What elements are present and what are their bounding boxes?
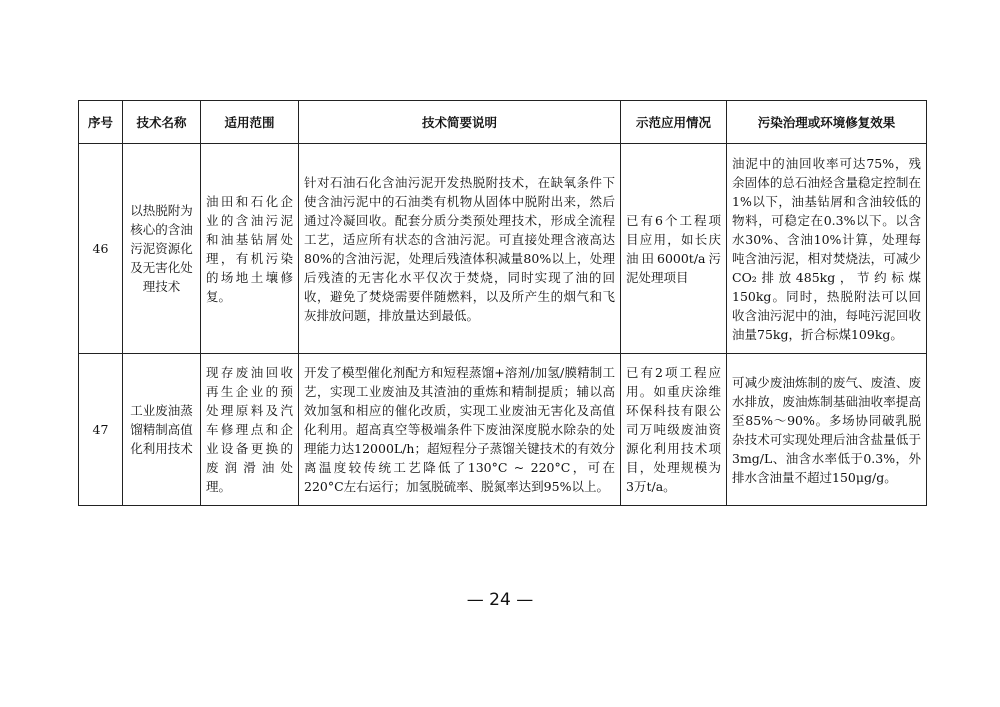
header-demo-application: 示范应用情况: [621, 101, 727, 144]
row-demo-application: 已有6个工程项目应用，如长庆油田6000t/a污泥处理项目: [621, 144, 727, 354]
page-number: — 24 —: [466, 590, 534, 610]
row-serial-no: 47: [79, 354, 123, 506]
row-effect: 可减少废油炼制的废气、废渣、废水排放，废油炼制基础油收率提高至85%～90%。多场协同破乳脱杂技术可实现处理后油含盐量低于3mg/L、油含水率低于0.3%，外排水含油量不超过150μg/g。: [727, 354, 927, 506]
header-scope: 适用范围: [201, 101, 299, 144]
row-demo-application: 已有2项工程应用。如重庆涂维环保科技有限公司万吨级废油资源化利用技术项目，处理规模为3万t/a。: [621, 354, 727, 506]
header-tech-name: 技术名称: [123, 101, 201, 144]
table-row: [79, 354, 927, 506]
table-row: [79, 144, 927, 354]
row-effect: 油泥中的油回收率可达75%，残余固体的总石油烃含量稳定控制在1%以下，油基钻屑和含油较低的物料，可稳定在0.3%以下。以含水30%、含油10%计算，处理每吨含油污泥，相对焚烧法，可减少CO₂排放485kg，节约标煤150kg。同时，热脱附法可以回收含油污泥中的油，每吨污泥回收油量75kg，折合标煤109kg。: [727, 144, 927, 354]
row-tech-name: 以热脱附为核心的含油污泥资源化及无害化处理技术: [123, 144, 201, 354]
row-tech-name: 工业废油蒸馏精制高值化利用技术: [123, 354, 201, 506]
technology-table: [78, 100, 927, 506]
row-description: 针对石油石化含油污泥开发热脱附技术，在缺氧条件下使含油污泥中的石油类有机物从固体中脱附出来，然后通过冷凝回收。配套分质分类预处理技术，形成全流程工艺，适应所有状态的含油污泥。可直接处理含液高达80%的含油污泥，处理后残渣体积减量80%以上，处理后残渣的无害化水平仅次于焚烧，同时实现了油的回收，避免了焚烧需要伴随燃料，以及所产生的烟气和飞灰排放问题，排放量达到最低。: [299, 144, 621, 354]
header-effect: 污染治理或环境修复效果: [727, 101, 927, 144]
row-scope: 现存废油回收再生企业的预处理原料及汽车修理点和企业设备更换的废润滑油处理。: [201, 354, 299, 506]
table-header-row: [79, 101, 927, 144]
row-serial-no: 46: [79, 144, 123, 354]
row-scope: 油田和石化企业的含油污泥和油基钻屑处理，有机污染的场地土壤修复。: [201, 144, 299, 354]
header-serial-no: 序号: [79, 101, 123, 144]
header-description: 技术简要说明: [299, 101, 621, 144]
row-description: 开发了模型催化剂配方和短程蒸馏+溶剂/加氢/膜精制工艺，实现工业废油及其渣油的重炼和精制提质；辅以高效加氢和相应的催化改质，实现工业废油无害化及高值化利用。超高真空等极端条件下废油深度脱水除杂的处理能力达12000L/h；超短程分子蒸馏关键技术的有效分离温度较传统工艺降低了130°C ~ 220°C，可在220°C左右运行；加氢脱硫率、脱氮率达到95%以上。: [299, 354, 621, 506]
